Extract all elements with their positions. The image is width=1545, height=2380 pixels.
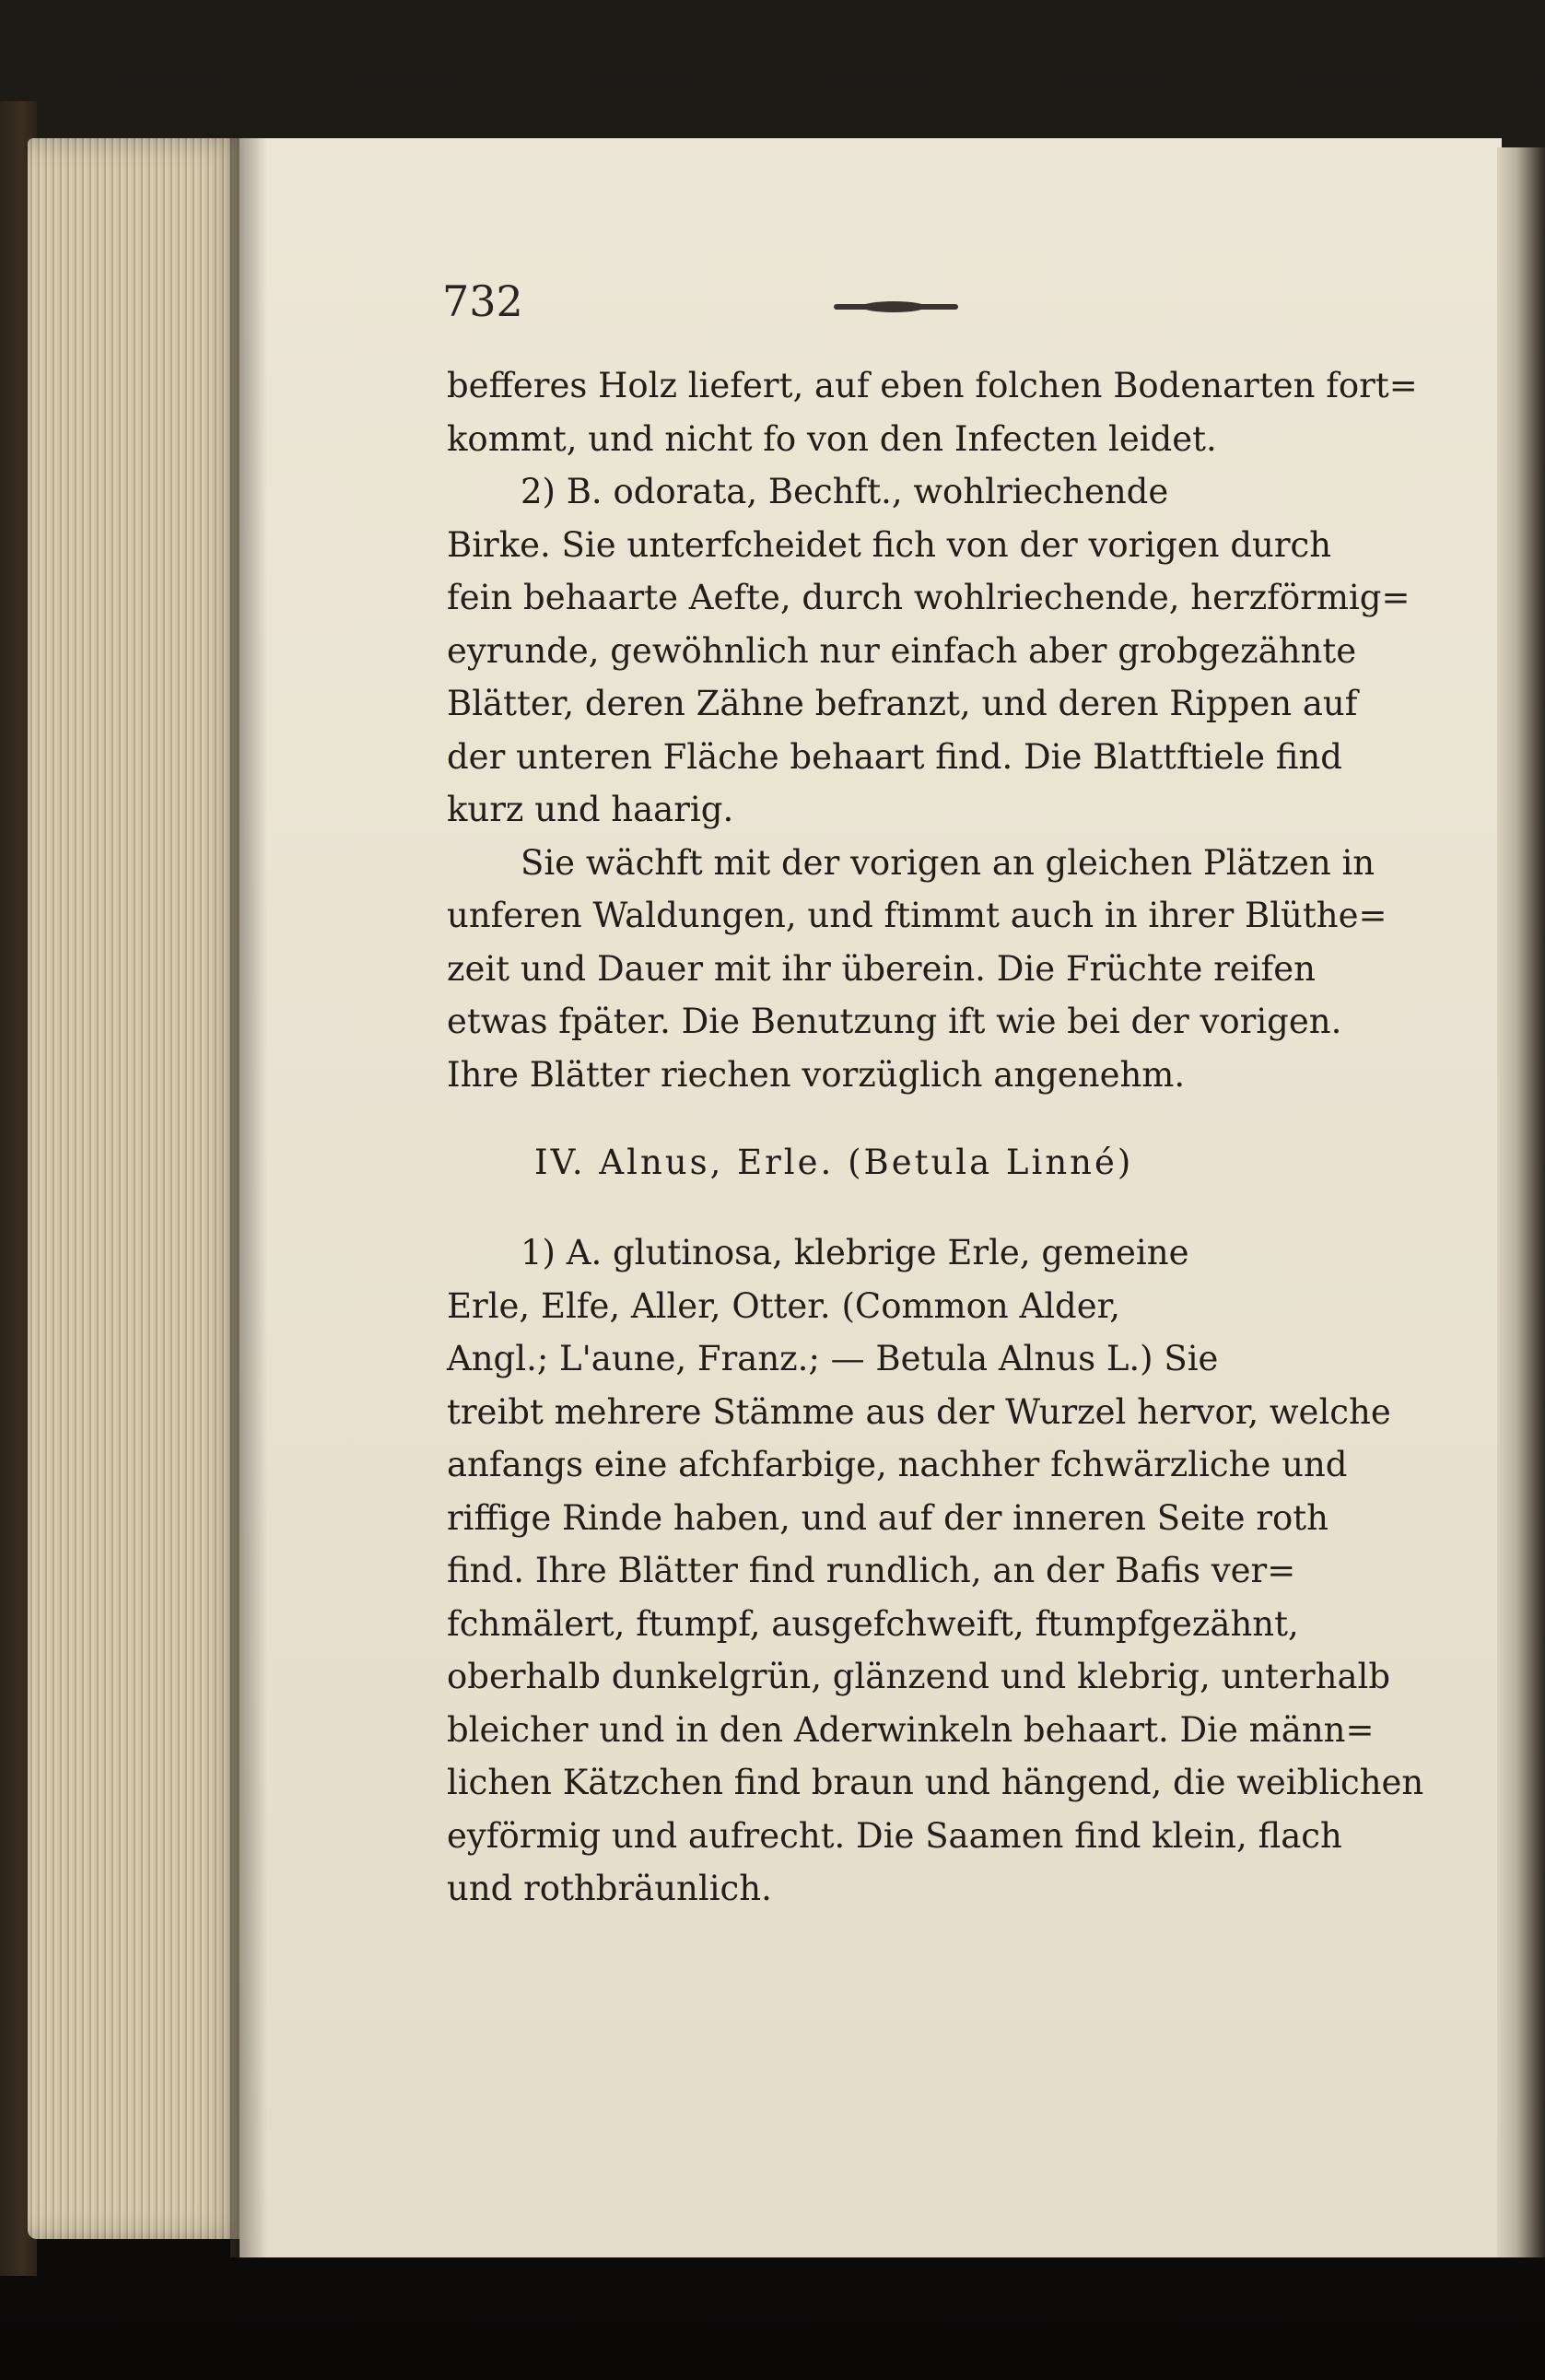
text-line: eyrunde, gewöhnlich nur einfach aber grobgezähnte [447,630,1357,671]
text-line: Erle, Elfe, Aller, Otter. (Common Alder, [447,1285,1121,1326]
text-line: oberhalb dunkelgrün, glänzend und klebrig, unterhalb [447,1657,1391,1696]
facing-page-edge [1497,147,1545,2257]
page-text [447,359,1424,1916]
text-line: eyförmig und aufrecht. Die Saamen find klein, flach [447,1815,1342,1856]
page-gutter-shadow [230,138,267,2257]
text-line: Angl.; L'aune, Franz.; — Betula Alnus L.) Sie [447,1339,1219,1378]
text-line: unferen Waldungen, und ftimmt auch in ihrer Blüthe= [447,896,1387,935]
text-line: etwas fpäter. Die Benutzung ift wie bei der vorigen. [447,1002,1342,1041]
text-line: treibt mehrere Stämme aus der Wurzel hervor, welche [447,1391,1391,1432]
page-edges-stack [28,138,249,2239]
text-line: kurz und haarig. [447,790,734,829]
text-line: Blätter, deren Zähne befranzt, und deren Rippen auf [447,684,1358,723]
text-line: der unteren Fläche behaart find. Die Blattftiele find [447,736,1342,777]
text-line: bleicher und in den Aderwinkeln behaart. Die männ= [447,1709,1375,1750]
text-line: fein behaarte Aefte, durch wohlriechende, herzförmig= [447,578,1410,617]
text-line: Ihre Blätter riechen vorzüglich angenehm. [447,1054,1186,1095]
page-number: 732 [442,276,523,326]
text-line: fchmälert, ftumpf, ausgefchweift, ftumpfgezähnt, [447,1603,1299,1644]
page-header [0,276,1545,332]
text-line: und rothbräunlich. [447,1869,772,1908]
section-heading: IV. Alnus, Erle. (Betula Linné) [534,1143,1134,1182]
text-line: riffige Rinde haben, und auf der inneren Seite roth [447,1497,1328,1538]
header-ornament [834,304,958,310]
text-line: befferes Holz liefert, auf eben folchen Bodenarten fort= [447,366,1418,405]
text-line: 1) A. glutinosa, klebrige Erle, gemeine [521,1233,1189,1272]
text-line: Sie wächft mit der vorigen an gleichen Plätzen in [521,842,1375,883]
text-line: Birke. Sie unterfcheidet fich von der vorigen durch [447,524,1332,565]
text-line: find. Ihre Blätter find rundlich, an der Bafis ver= [447,1551,1296,1590]
text-line: 2) B. odorata, Bechft., wohlriechende [521,472,1169,511]
text-line: zeit und Dauer mit ihr überein. Die Früchte reifen [447,948,1316,989]
text-line: lichen Kätzchen find braun und hängend, die weiblichen [447,1763,1424,1802]
text-line: kommt, und nicht fo von den Infecten leidet. [447,418,1217,459]
text-line: anfangs eine afchfarbige, nachher fchwärzliche und [447,1445,1348,1484]
